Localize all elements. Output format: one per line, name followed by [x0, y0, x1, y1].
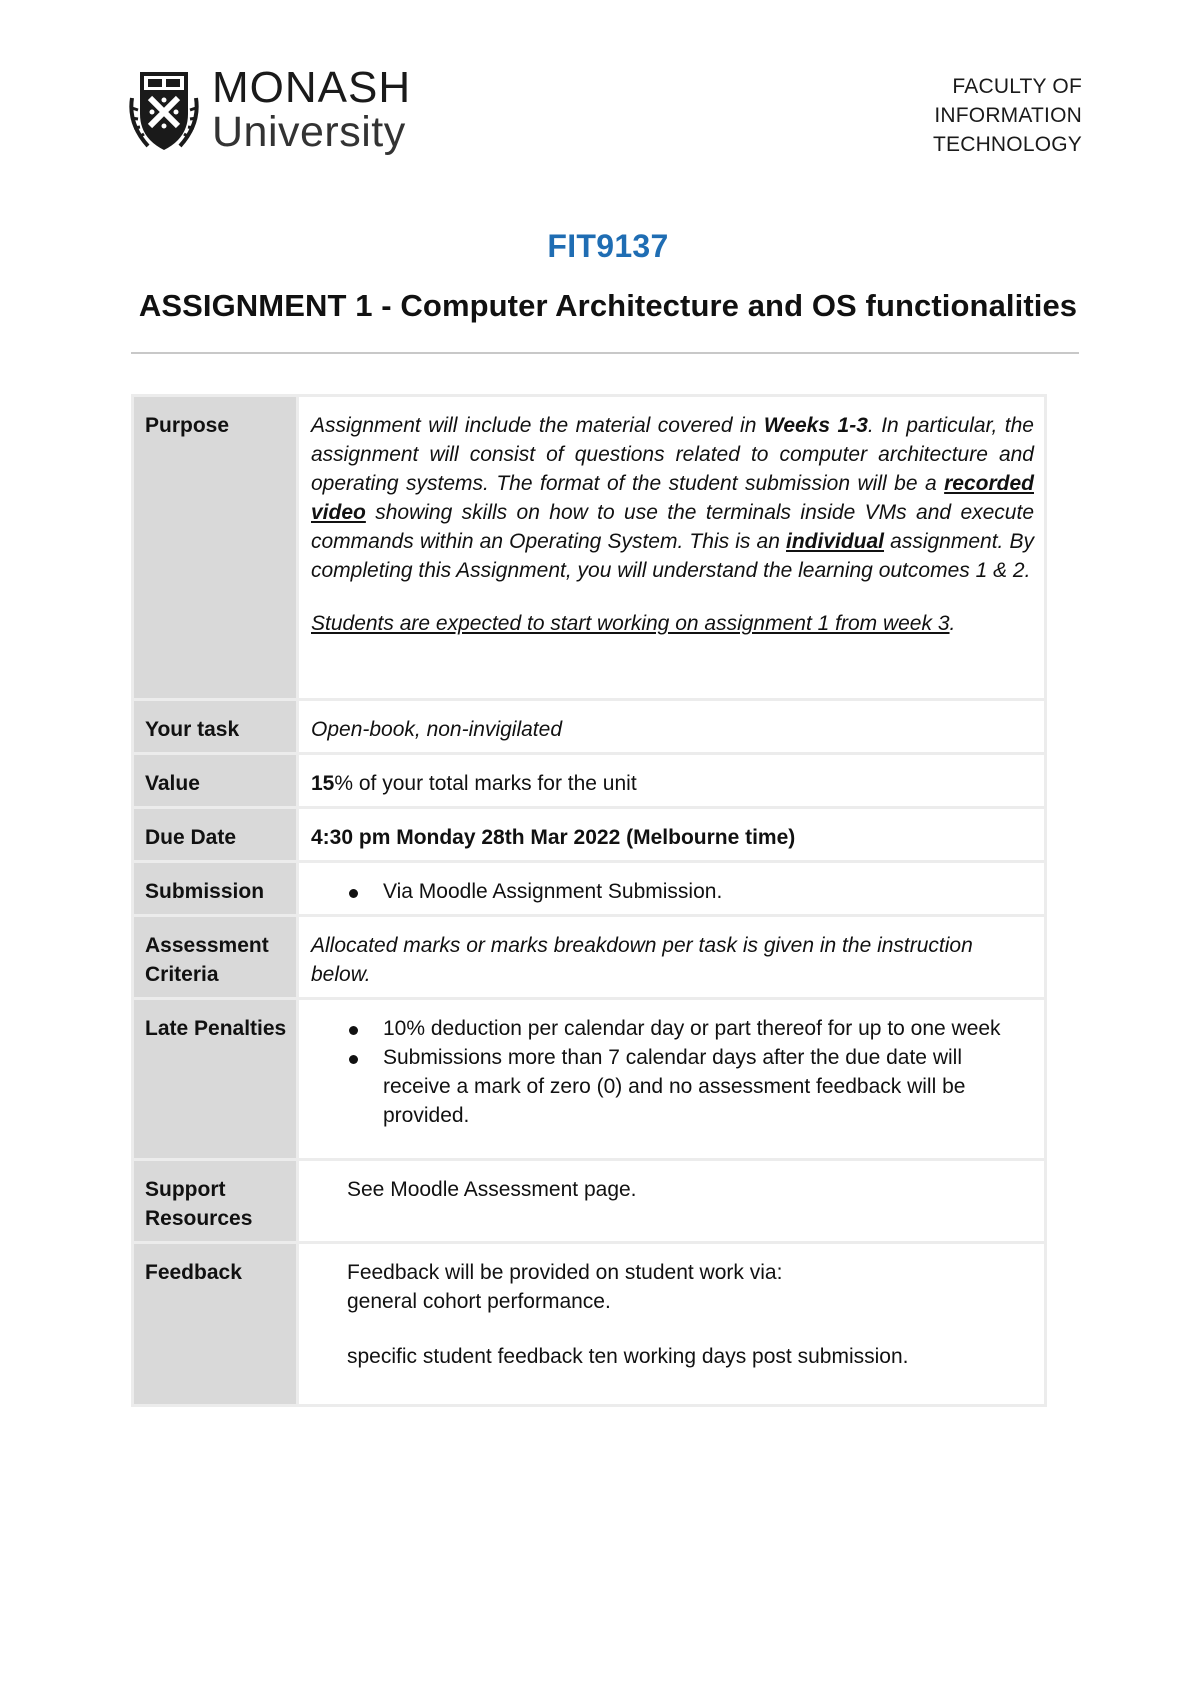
purpose-paragraph — [311, 411, 1034, 585]
purpose-text: showing skills on how to use the terminals inside VMs and execute commands within an Operating System. This is an — [311, 501, 1034, 553]
label-line: Resources — [145, 1207, 253, 1230]
expectation-period: . — [949, 612, 956, 635]
submission-value — [299, 863, 1044, 917]
feedback-line: Feedback will be provided on student work via: — [347, 1261, 783, 1284]
table-row-feedback — [134, 1244, 1044, 1404]
page-header — [0, 0, 1200, 200]
table-row-purpose — [134, 397, 1044, 701]
row-label: Due Date — [134, 809, 299, 863]
list-item: Via Moodle Assignment Submission. — [347, 877, 1034, 906]
row-label: Submission — [134, 863, 299, 917]
late-penalties-list — [311, 1014, 1034, 1130]
due-date-value: 4:30 pm Monday 28th Mar 2022 (Melbourne time) — [299, 809, 1044, 863]
late-penalties-value — [299, 1000, 1044, 1161]
row-label: Value — [134, 755, 299, 809]
table-row-task — [134, 701, 1044, 755]
row-label: Late Penalties — [134, 1000, 299, 1161]
purpose-recorded-video: recorded video — [311, 472, 1034, 524]
purpose-individual: individual — [786, 530, 885, 553]
unit-code: FIT9137 — [547, 228, 669, 264]
title-divider — [131, 352, 1079, 354]
faculty-line: INFORMATION — [934, 104, 1082, 127]
table-row-late-penalties — [134, 1000, 1044, 1161]
feedback-value — [299, 1244, 1044, 1404]
monash-crest-icon — [128, 68, 200, 154]
purpose-text: . In particular, the assignment will consist of questions related to computer architecture and operating systems. The format of the student submission will be a — [311, 414, 1034, 495]
label-line: Assessment — [145, 934, 269, 957]
list-item: Submissions more than 7 calendar days after the due date will receive a mark of zero (0) and no assessment feedback will be provided. — [347, 1043, 1034, 1130]
list-item: 10% deduction per calendar day or part thereof for up to one week — [347, 1014, 1034, 1043]
row-label — [134, 1161, 299, 1244]
row-label — [134, 917, 299, 1000]
monash-logo — [128, 63, 428, 156]
purpose-text: assignment. By completing this Assignment, you will understand the learning outcomes 1 & 2. — [311, 530, 1034, 582]
value-percent: 15 — [311, 772, 335, 795]
faculty-line: TECHNOLOGY — [932, 133, 1082, 156]
value-value — [299, 755, 1044, 809]
purpose-text: Assignment will include the material covered in — [311, 414, 764, 437]
criteria-value: Allocated marks or marks breakdown per task is given in the instruction below. — [299, 917, 1044, 1000]
value-text: % of your total marks for the unit — [334, 772, 637, 795]
label-line: Support — [145, 1178, 226, 1201]
task-value: Open-book, non-invigilated — [299, 701, 1044, 755]
submission-list — [311, 877, 1034, 906]
label-line: Criteria — [145, 963, 219, 986]
table-row-assessment-criteria — [134, 917, 1044, 1000]
feedback-line: general cohort performance. — [347, 1290, 611, 1313]
purpose-expectation — [311, 609, 1034, 638]
purpose-weeks: Weeks 1-3 — [763, 414, 868, 437]
row-label: Your task — [134, 701, 299, 755]
purpose-value — [299, 397, 1044, 701]
row-label: Purpose — [134, 397, 299, 701]
table-row-due-date — [134, 809, 1044, 863]
logo-university-text: University — [212, 108, 406, 156]
logo-monash-text: MONASH — [212, 63, 412, 112]
assignment-details-table — [131, 394, 1047, 1407]
support-text: See Moodle Assessment page. — [347, 1178, 637, 1201]
expectation-text: Students are expected to start working on assignment 1 from week 3 — [311, 612, 950, 635]
faculty-name — [933, 72, 1082, 159]
support-value — [299, 1161, 1044, 1244]
table-row-support-resources — [134, 1161, 1044, 1244]
assignment-title: ASSIGNMENT 1 - Computer Architecture and OS functionalities — [138, 288, 1078, 323]
table-row-value — [134, 755, 1044, 809]
feedback-line: specific student feedback ten working days post submission. — [347, 1345, 909, 1368]
table-row-submission — [134, 863, 1044, 917]
row-label: Feedback — [134, 1244, 299, 1404]
faculty-line: FACULTY OF — [952, 75, 1082, 98]
